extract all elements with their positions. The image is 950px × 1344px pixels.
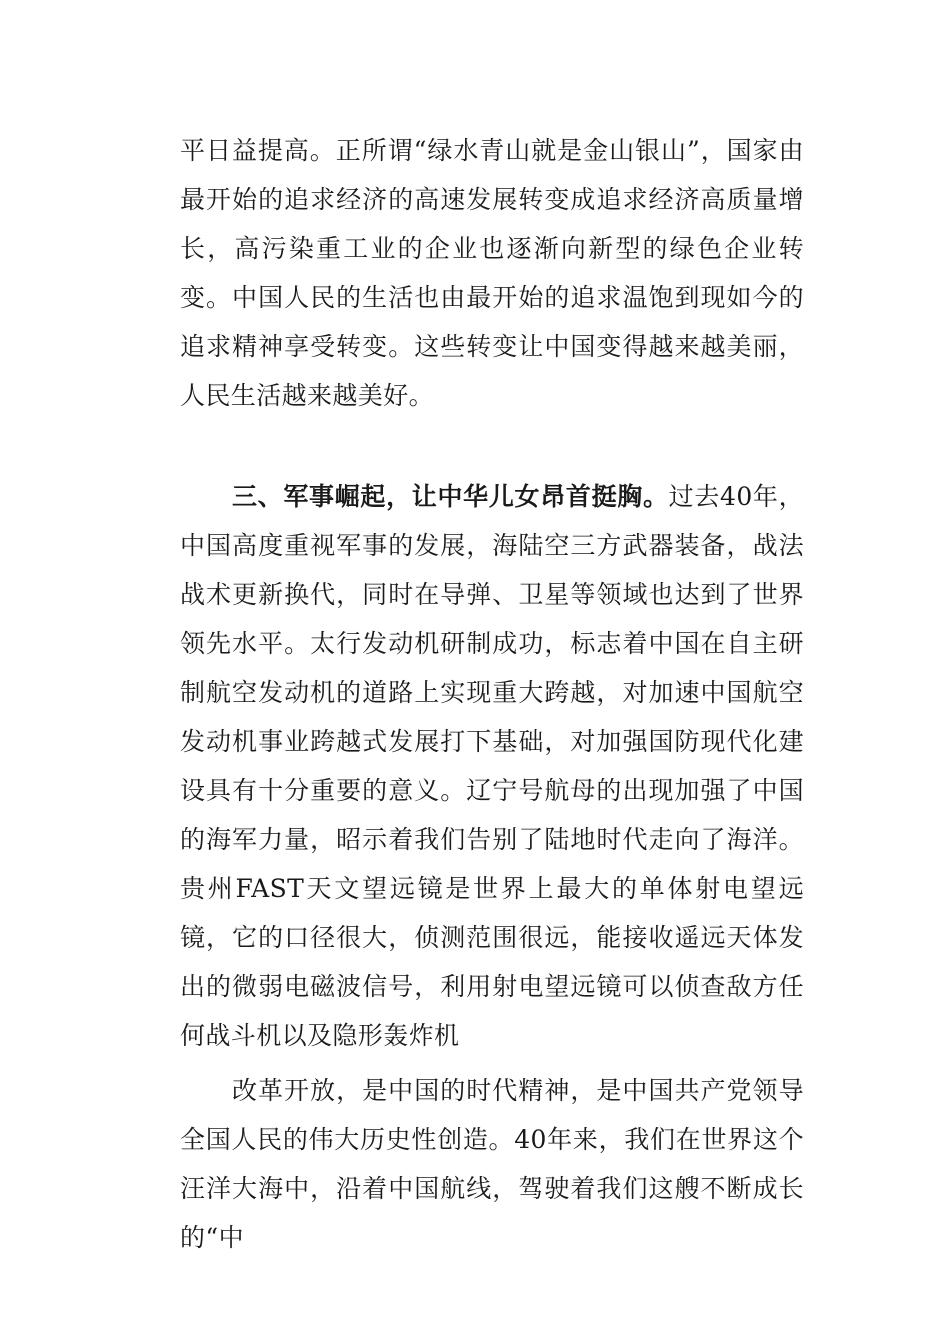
paragraph-text: 改革开放，是中国的时代精神，是中国共产党领导全国人民的伟大历史性创造。40年来，我们在世界这个汪洋大海中，沿着中国航线，驾驶着我们这艘不断成长的“中 bbox=[180, 1076, 804, 1252]
paragraph-text: 平日益提高。正所谓“绿水青山就是金山银山”，国家由最开始的追求经济的高速发展转变成追求经济高质量增长，高污染重工业的企业也逐渐向新型的绿色企业转变。中国人民的生活也由最开始的追求温饱到现如今的追求精神享受转变。这些转变让中国变得越来越美丽，人民生活越来越美好。 bbox=[180, 136, 804, 410]
paragraph-military-rise bbox=[180, 472, 804, 1060]
paragraph-reform-opening bbox=[180, 1066, 804, 1262]
paragraph-text: 过去40年，中国高度重视军事的发展，海陆空三方武器装备，战法战术更新换代，同时在导弹、卫星等领域也达到了世界领先水平。太行发动机研制成功，标志着中国在自主研制航空发动机的道路上实现重大跨越，对加速中国航空发动机事业跨越式发展打下基础，对加强国防现代化建设具有十分重要的意义。辽宁号航母的出现加强了中国的海军力量，昭示着我们告别了陆地时代走向了海洋。贵州FAST天文望远镜是世界上最大的单体射电望远镜，它的口径很大，侦测范围很远，能接收遥远天体发出的微弱电磁波信号，利用射电望远镜可以侦查敌方任何战斗机以及隐形轰炸机 bbox=[180, 482, 804, 1050]
section-heading: 三、军事崛起，让中华儿女昂首挺胸。 bbox=[232, 482, 669, 511]
paragraph-green-development bbox=[180, 126, 804, 420]
